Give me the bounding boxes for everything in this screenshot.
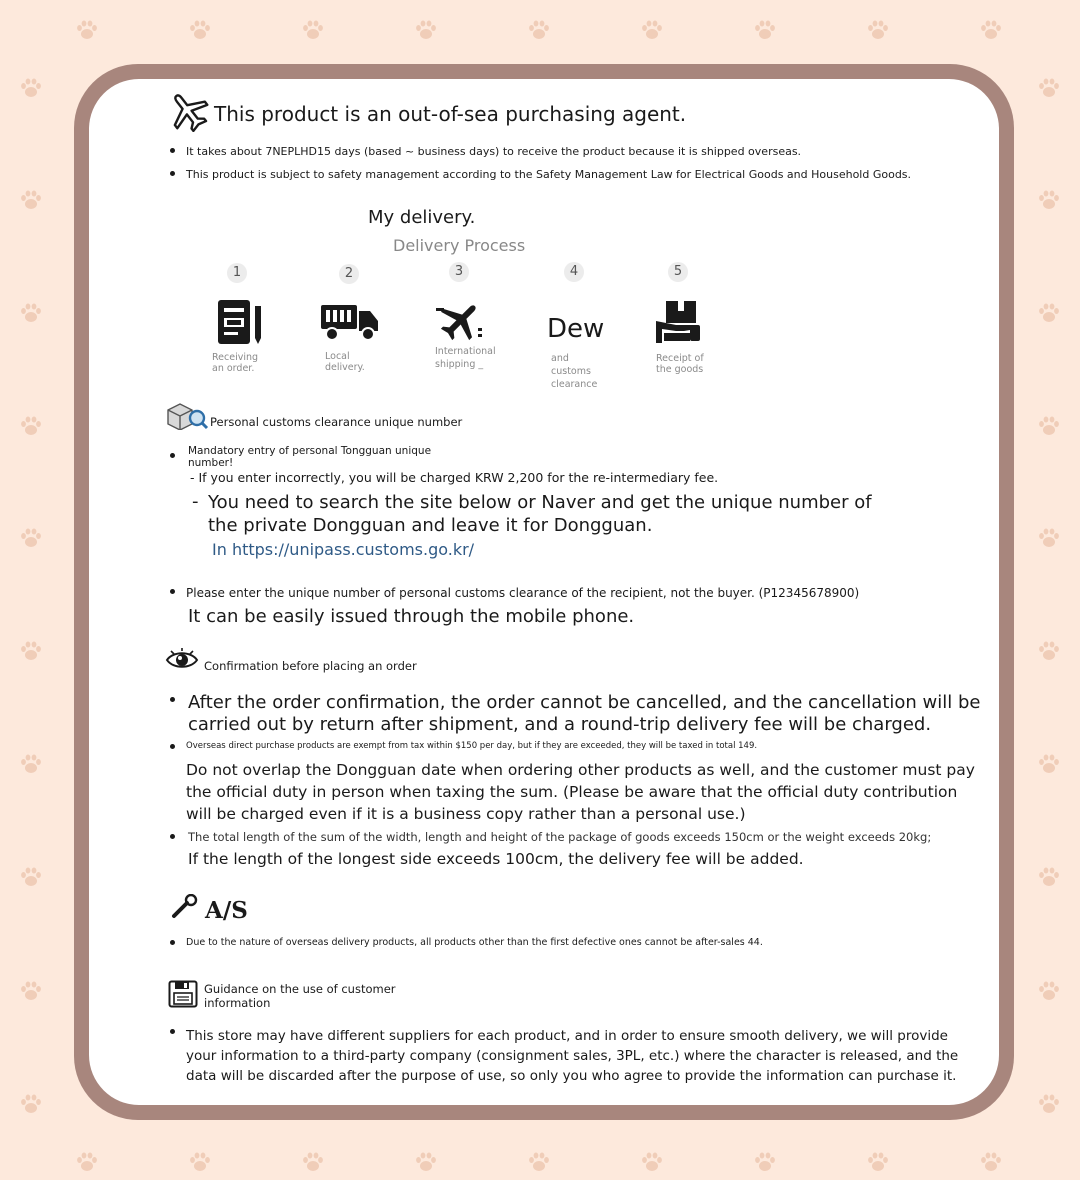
re-intermediary-fee-note: - If you enter incorrectly, you will be charged KRW 2,200 for the re-intermediary fee.	[190, 470, 719, 485]
cancellation-policy: carried out by return after shipment, and a round-trip delivery fee will be charged.	[188, 714, 932, 735]
step-label: the goods	[656, 364, 704, 375]
box-search-icon	[166, 402, 210, 434]
confirmation-section-title: Confirmation before placing an order	[204, 659, 417, 673]
paw-print-icon	[302, 20, 324, 40]
paw-print-icon	[76, 1152, 98, 1172]
paw-print-icon	[754, 20, 776, 40]
page-title: This product is an out-of-sea purchasing agent.	[214, 102, 687, 126]
bullet-dot	[170, 940, 175, 945]
step-label: clearance	[551, 379, 598, 390]
official-duty-note: Do not overlap the Dongguan date when ordering other products as well, and the customer must pay	[186, 761, 975, 779]
step-label: and	[551, 353, 569, 364]
step-number: 5	[668, 262, 688, 282]
bullet-dot	[170, 148, 175, 153]
bullet-dot	[170, 171, 175, 176]
bullet-dot	[170, 453, 175, 458]
paw-print-icon	[528, 20, 550, 40]
paw-print-icon	[1038, 303, 1060, 323]
step-number: 1	[227, 263, 247, 283]
official-duty-note: the official duty in person when taxing the sum. (Please be aware that the official duty contribution	[186, 783, 958, 801]
paw-print-icon	[415, 20, 437, 40]
paw-print-icon	[20, 528, 42, 548]
paw-print-icon	[1038, 981, 1060, 1001]
paw-print-icon	[528, 1152, 550, 1172]
after-sales-note: Due to the nature of overseas delivery products, all products other than the first defective ones cannot be after-sales 44.	[186, 937, 763, 948]
customs-section-title: Personal customs clearance unique number	[210, 415, 463, 429]
paw-print-icon	[189, 20, 211, 40]
airplane-icon	[434, 298, 486, 348]
wrench-icon	[170, 894, 198, 924]
step-label: Receipt of	[656, 353, 704, 364]
paw-print-icon	[867, 20, 889, 40]
airplane-icon	[165, 90, 211, 136]
paw-print-icon	[1038, 754, 1060, 774]
paw-print-icon	[754, 1152, 776, 1172]
mandatory-entry-note: Mandatory entry of personal Tongguan unique	[188, 445, 432, 457]
floppy-disk-icon	[168, 980, 198, 1012]
step-label: customs	[551, 366, 591, 377]
tax-exemption-note: Overseas direct purchase products are exempt from tax within $150 per day, but if they are exceeded, they will be taxed in total 149.	[186, 741, 758, 751]
bullet-dot	[170, 1029, 175, 1034]
paw-print-icon	[980, 1152, 1002, 1172]
step-label: shipping _	[435, 359, 484, 370]
customs-step-icon-text: Dew	[547, 314, 605, 344]
step-label: International	[435, 346, 496, 357]
step-label: an order.	[212, 363, 255, 374]
paw-print-icon	[641, 20, 663, 40]
paw-print-icon	[1038, 867, 1060, 887]
paw-print-icon	[641, 1152, 663, 1172]
paw-print-icon	[20, 867, 42, 887]
paw-print-icon	[1038, 528, 1060, 548]
longest-side-note: If the length of the longest side exceeds 100cm, the delivery fee will be added.	[188, 850, 804, 868]
bullet-dot	[170, 744, 175, 749]
truck-icon	[320, 303, 380, 345]
as-section-title: A/S	[205, 897, 248, 924]
bullet-dot	[170, 834, 175, 839]
delivery-heading: My delivery.	[368, 207, 476, 228]
paw-print-icon	[20, 303, 42, 323]
bullet-dot	[170, 589, 175, 594]
step-number: 2	[339, 264, 359, 284]
third-party-notice: your information to a third-party company (consignment sales, 3PL, etc.) where the character is released, and the	[186, 1048, 959, 1064]
dash-marker: -	[192, 491, 199, 512]
paw-print-icon	[1038, 190, 1060, 210]
bullet-dot	[170, 697, 175, 702]
step-number: 4	[564, 262, 584, 282]
shipping-time-note: It takes about 7NEPLHD15 days (based ~ business days) to receive the product because it is shipped overseas.	[186, 145, 802, 158]
paw-print-icon	[20, 641, 42, 661]
paw-print-icon	[20, 1094, 42, 1114]
paw-print-icon	[302, 1152, 324, 1172]
official-duty-note: will be charged even if it is a business copy rather than a personal use.)	[186, 805, 746, 823]
step-label: Receiving	[212, 352, 259, 363]
privacy-section-title: Guidance on the use of customer	[204, 982, 396, 996]
order-document-icon	[216, 298, 266, 350]
recipient-number-note: Please enter the unique number of personal customs clearance of the recipient, not the buyer. (P12345678900)	[186, 586, 860, 600]
search-instruction: You need to search the site below or Naver and get the unique number of	[208, 492, 872, 513]
paw-print-icon	[1038, 78, 1060, 98]
paw-print-icon	[20, 416, 42, 436]
mandatory-entry-note: number!	[188, 457, 234, 469]
search-instruction: the private Dongguan and leave it for Dongguan.	[208, 515, 653, 536]
paw-print-icon	[1038, 641, 1060, 661]
step-label: Local	[325, 351, 350, 362]
step-number: 3	[449, 262, 469, 282]
safety-management-note: This product is subject to safety management according to the Safety Management Law for Electrical Goods and Household Goods.	[186, 168, 912, 181]
privacy-section-title: information	[204, 996, 271, 1010]
step-label: delivery.	[325, 362, 365, 373]
third-party-notice: This store may have different suppliers for each product, and in order to ensure smooth delivery, we will provide	[186, 1028, 948, 1044]
paw-print-icon	[980, 20, 1002, 40]
unipass-link[interactable]: In https://unipass.customs.go.kr/	[212, 540, 475, 559]
third-party-notice: data will be discarded after the purpose of use, so only you who agree to provide the information can purchase it.	[186, 1068, 957, 1084]
paw-print-icon	[76, 20, 98, 40]
paw-print-icon	[1038, 416, 1060, 436]
paw-print-icon	[20, 754, 42, 774]
paw-print-icon	[189, 1152, 211, 1172]
eye-icon	[165, 647, 199, 677]
package-size-note: The total length of the sum of the width, length and height of the package of goods exceeds 150cm or the weight exceeds 20kg;	[188, 830, 932, 844]
paw-print-icon	[415, 1152, 437, 1172]
delivery-process-subheading: Delivery Process	[393, 236, 526, 255]
package-receipt-icon	[654, 299, 704, 349]
paw-print-icon	[867, 1152, 889, 1172]
cancellation-policy: After the order confirmation, the order cannot be cancelled, and the cancellation will be	[188, 692, 981, 713]
paw-print-icon	[1038, 1094, 1060, 1114]
paw-print-icon	[20, 190, 42, 210]
paw-print-icon	[20, 981, 42, 1001]
mobile-issue-note: It can be easily issued through the mobile phone.	[188, 606, 635, 627]
paw-print-icon	[20, 78, 42, 98]
